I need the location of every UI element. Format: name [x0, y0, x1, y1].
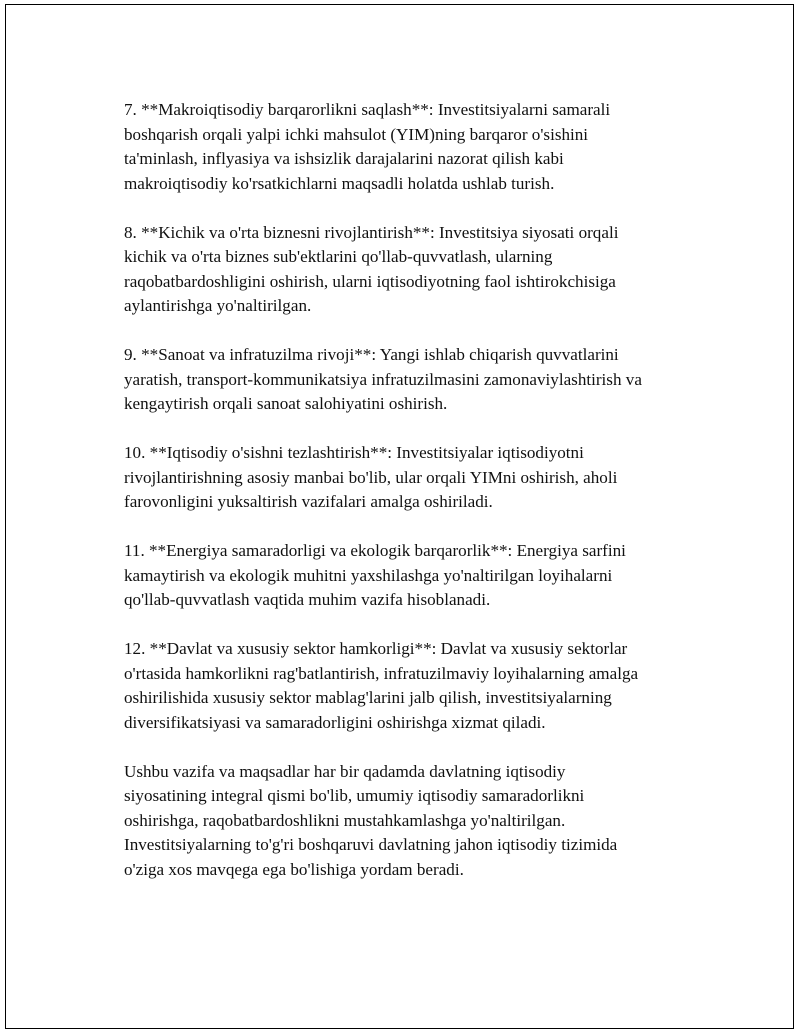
document-body: [124, 98, 704, 907]
paragraph-item-12: [124, 637, 704, 735]
text-line: oshirilishida xususiy sektor mablag'larini jalb qilish, investitsiyalarning: [124, 688, 612, 707]
text-line: 9. **Sanoat va infratuzilma rivoji**: Yangi ishlab chiqarish quvvatlarini: [124, 345, 619, 364]
text-line: o'rtasida hamkorlikni rag'batlantirish, infratuzilmaviy loyihalarning amalga: [124, 663, 639, 683]
paragraph-item-8: [124, 221, 704, 319]
text-line: o'ziga xos mavqega ega bo'lishiga yordam beradi.: [124, 859, 464, 879]
paragraph-item-11: [124, 539, 704, 613]
text-line: siyosatining integral qismi bo'lib, umumiy iqtisodiy samaradorlikni: [124, 786, 585, 805]
text-line: ta'minlash, inflyasiya va ishsizlik darajalarini nazorat qilish kabi: [124, 149, 564, 168]
text-line: Investitsiyalarning to'g'ri boshqaruvi davlatning jahon iqtisodiy tizimida: [124, 835, 618, 854]
text-line: Ushbu vazifa va maqsadlar har bir qadamda davlatning iqtisodiy: [124, 761, 566, 781]
text-line: makroiqtisodiy ko'rsatkichlarni maqsadli holatda ushlab turish.: [124, 173, 555, 193]
paragraph-conclusion: [124, 760, 704, 883]
text-line: diversifikatsiyasi va samaradorligini oshirishga xizmat qiladi.: [124, 712, 546, 732]
text-line: boshqarish orqali yalpi ichki mahsulot (YIM)ning barqaror o'sishini: [124, 124, 589, 144]
text-line: kamaytirish va ekologik muhitni yaxshilashga yo'naltirilgan loyihalarni: [124, 565, 613, 585]
text-line: 8. **Kichik va o'rta biznesni rivojlantirish**: Investitsiya siyosati orqali: [124, 222, 619, 242]
text-line: qo'llab-quvvatlash vaqtida muhim vazifa hisoblanadi.: [124, 590, 491, 609]
text-line: farovonligini yuksaltirish vazifalari amalga oshiriladi.: [124, 492, 493, 511]
paragraph-item-9: [124, 343, 704, 417]
paragraph-item-7: [124, 98, 704, 196]
text-line: 10. **Iqtisodiy o'sishni tezlashtirish**: Investitsiyalar iqtisodiyotni: [124, 443, 584, 462]
text-line: 12. **Davlat va xususiy sektor hamkorligi**: Davlat va xususiy sektorlar: [124, 639, 628, 658]
text-line: oshirishga, raqobatbardoshlikni mustahkamlashga yo'naltirilgan.: [124, 810, 566, 830]
text-line: raqobatbardoshligini oshirish, ularni iqtisodiyotning faol ishtirokchisiga: [124, 271, 616, 291]
text-line: 11. **Energiya samaradorligi va ekologik barqarorlik**: Energiya sarfini: [124, 541, 626, 560]
text-line: yaratish, transport-kommunikatsiya infratuzilmasini zamonaviylashtirish va: [124, 369, 642, 389]
page-frame: [5, 4, 794, 1029]
text-line: rivojlantirishning asosiy manbai bo'lib, ular orqali YIMni oshirish, aholi: [124, 467, 618, 487]
text-line: kengaytirish orqali sanoat salohiyatini oshirish.: [124, 394, 448, 413]
text-line: aylantirishga yo'naltirilgan.: [124, 296, 312, 315]
text-line: kichik va o'rta biznes sub'ektlarini qo'llab-quvvatlash, ularning: [124, 247, 553, 266]
text-line: 7. **Makroiqtisodiy barqarorlikni saqlash**: Investitsiyalarni samarali: [124, 100, 611, 119]
paragraph-item-10: [124, 441, 704, 515]
